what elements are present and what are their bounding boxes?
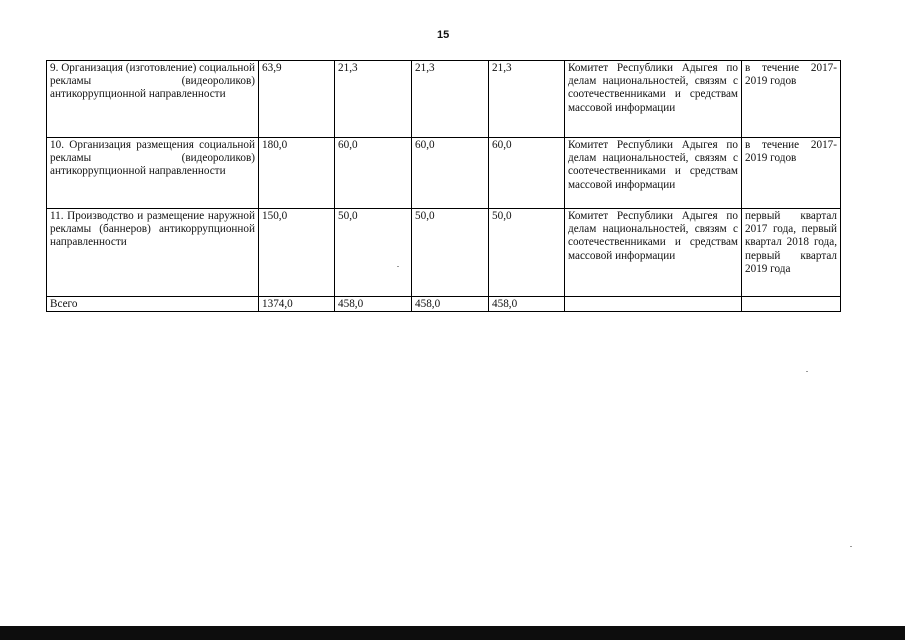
scan-speck (397, 266, 399, 267)
page-number: 15 (437, 29, 450, 41)
year-2018-cell: 60,0 (412, 138, 489, 209)
executor-cell (565, 297, 742, 312)
measures-table (46, 60, 841, 312)
year-2018-cell: 458,0 (412, 297, 489, 312)
total-cell: 180,0 (259, 138, 335, 209)
executor-cell: Комитет Республики Адыгея по делам национальностей, связям с соотечественниками и средствам массовой информации (565, 61, 742, 138)
total-cell: 150,0 (259, 209, 335, 297)
executor-cell: Комитет Республики Адыгея по делам национальностей, связям с соотечественниками и средствам массовой информации (565, 138, 742, 209)
term-cell: в течение 2017-2019 годов (742, 61, 841, 138)
year-2017-cell: 21,3 (335, 61, 412, 138)
term-cell: в течение 2017-2019 годов (742, 138, 841, 209)
year-2019-cell: 50,0 (489, 209, 565, 297)
year-2019-cell: 21,3 (489, 61, 565, 138)
year-2018-cell: 21,3 (412, 61, 489, 138)
table-row (47, 61, 841, 138)
year-2019-cell: 60,0 (489, 138, 565, 209)
total-row (47, 297, 841, 312)
year-2019-cell: 458,0 (489, 297, 565, 312)
total-label-cell: Всего (47, 297, 259, 312)
scan-speck (850, 546, 852, 547)
term-cell: первый квартал 2017 года, первый квартал 2018 года, первый квартал 2019 года (742, 209, 841, 297)
event-cell: 9. Организация (изготовление) социальной рекламы (видеороликов) антикоррупционной направленности (47, 61, 259, 138)
event-cell: 10. Организация размещения социальной рекламы (видеороликов) антикоррупционной направленности (47, 138, 259, 209)
total-cell: 1374,0 (259, 297, 335, 312)
year-2017-cell: 458,0 (335, 297, 412, 312)
total-cell: 63,9 (259, 61, 335, 138)
year-2017-cell: 50,0 (335, 209, 412, 297)
event-cell: 11. Производство и размещение наружной рекламы (баннеров) антикоррупционной направленности (47, 209, 259, 297)
table-row (47, 209, 841, 297)
scan-speck (806, 371, 808, 372)
executor-cell: Комитет Республики Адыгея по делам национальностей, связям с соотечественниками и средствам массовой информации (565, 209, 742, 297)
term-cell (742, 297, 841, 312)
year-2017-cell: 60,0 (335, 138, 412, 209)
year-2018-cell: 50,0 (412, 209, 489, 297)
scan-edge-bar (0, 626, 905, 640)
table-row (47, 138, 841, 209)
